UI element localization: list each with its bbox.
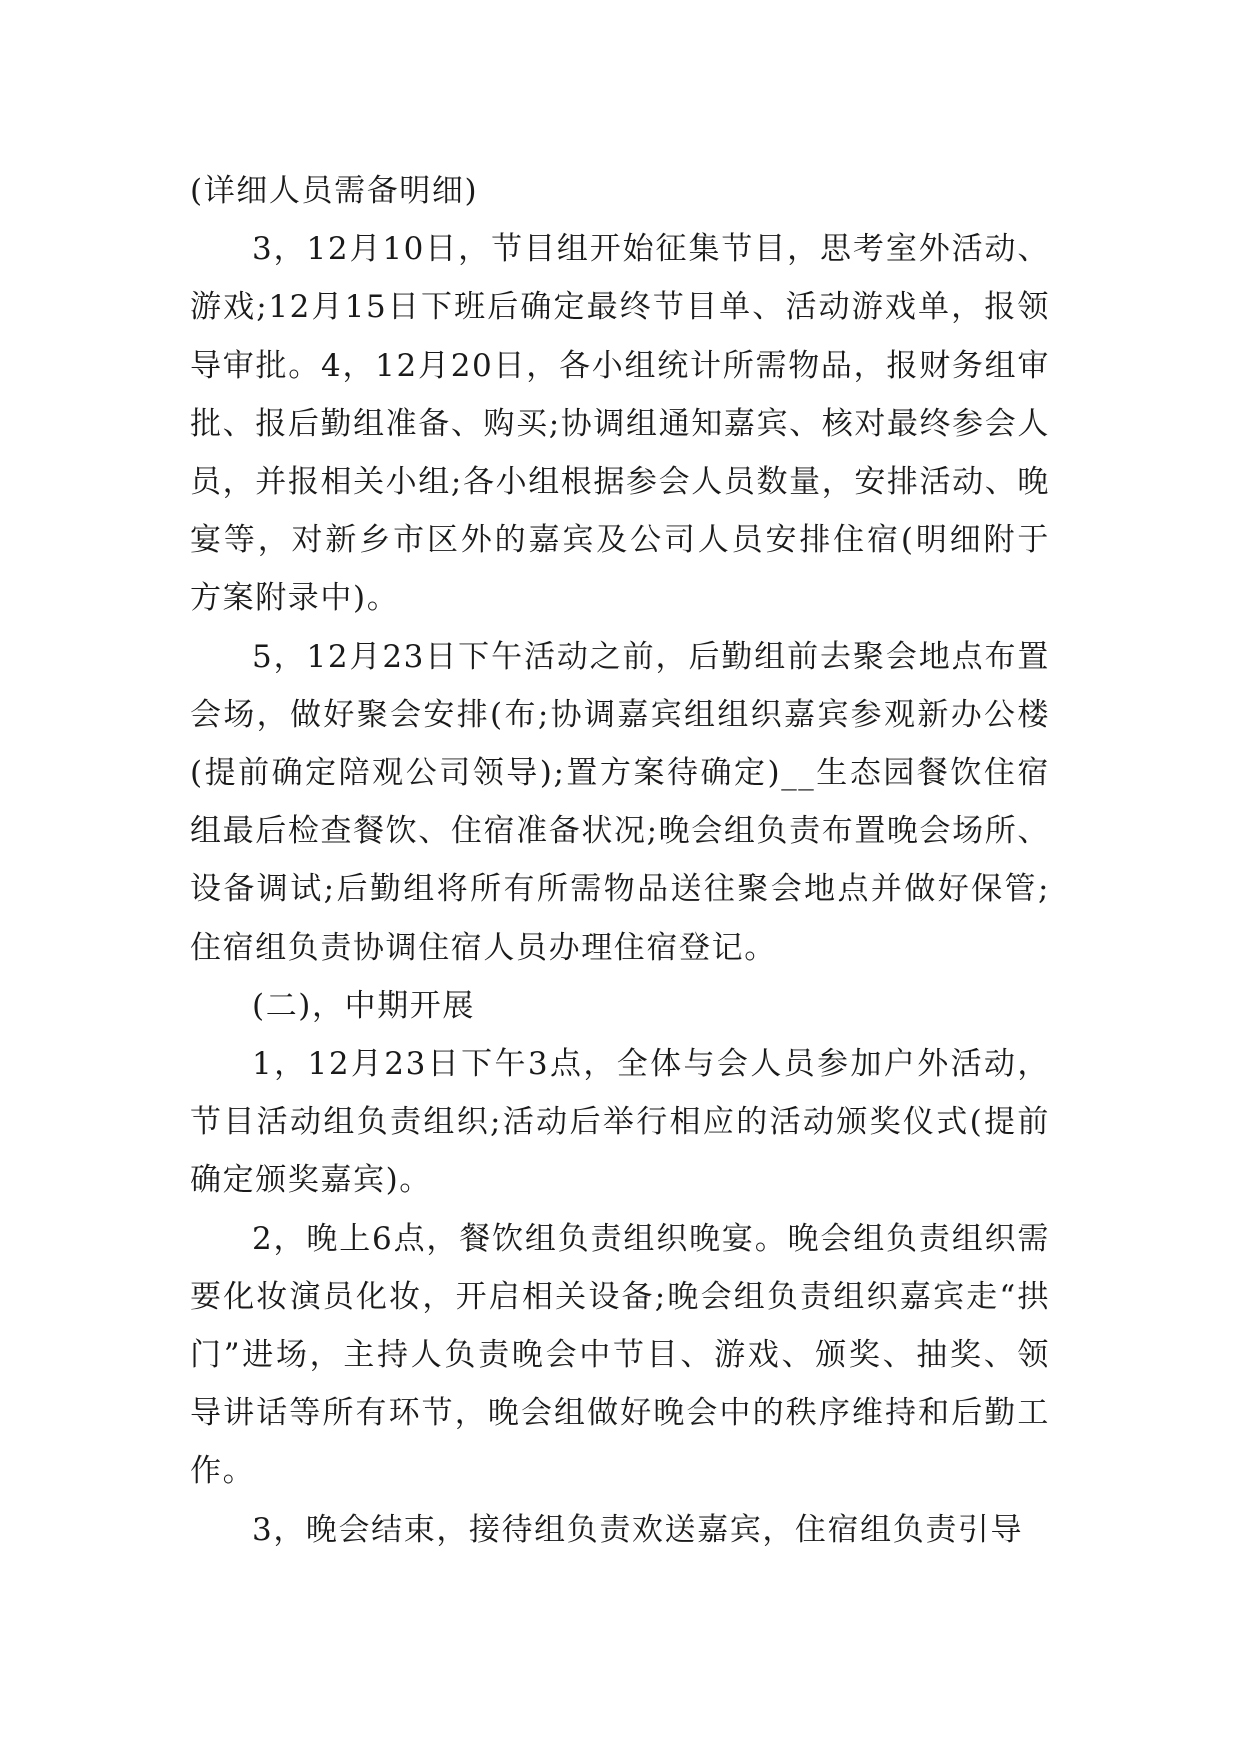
paragraph-staff-details: (详细人员需备明细) [190,173,479,209]
section-heading-mid-stage: (二)，中期开展 [252,987,475,1024]
paragraph-mid-step-3: 3，晚会结束，接待组负责欢送嘉宾，住宿组负责引导 [252,1511,1024,1548]
paragraph-step-3-4: 3，12月10日，节目组开始征集节目，思考室外活动、游戏;12月15日下班后确定最终节目单、活动游戏单，报领导审批。4，12月20日，各小组统计所需物品，报财务组审批、报后勤组准备、购买;协调组通知嘉宾、核对最终参会人员，并报相关小组;各小组根据参会人员数量，安排活动、晚宴等，对新乡市区外的嘉宾及公司人员安排住宿(明细附于方案附录中)。 [190,231,1050,617]
paragraph-step-5: 5，12月23日下午活动之前，后勤组前去聚会地点布置会场，做好聚会安排(布;协调嘉宾组组织嘉宾参观新办公楼(提前确定陪观公司领导);置方案待确定)__生态园餐饮住宿组最后检查餐饮、住宿准备状况;晚会组负责布置晚会场所、设备调试;后勤组将所有所需物品送往聚会地点并做好保管;住宿组负责协调住宿人员办理住宿登记。 [190,638,1050,966]
document-body [190,162,1050,1559]
paragraph-mid-step-1: 1，12月23日下午3点，全体与会人员参加户外活动，节目活动组负责组织;活动后举行相应的活动颁奖仪式(提前确定颁奖嘉宾)。 [190,1046,1050,1199]
paragraph-mid-step-2: 2，晚上6点，餐饮组负责组织晚宴。晚会组负责组织需要化妆演员化妆，开启相关设备;晚会组负责组织嘉宾走“拱门”进场，主持人负责晚会中节目、游戏、颁奖、抽奖、领导讲话等所有环节，晚会组做好晚会中的秩序维持和后勤工作。 [190,1220,1050,1490]
